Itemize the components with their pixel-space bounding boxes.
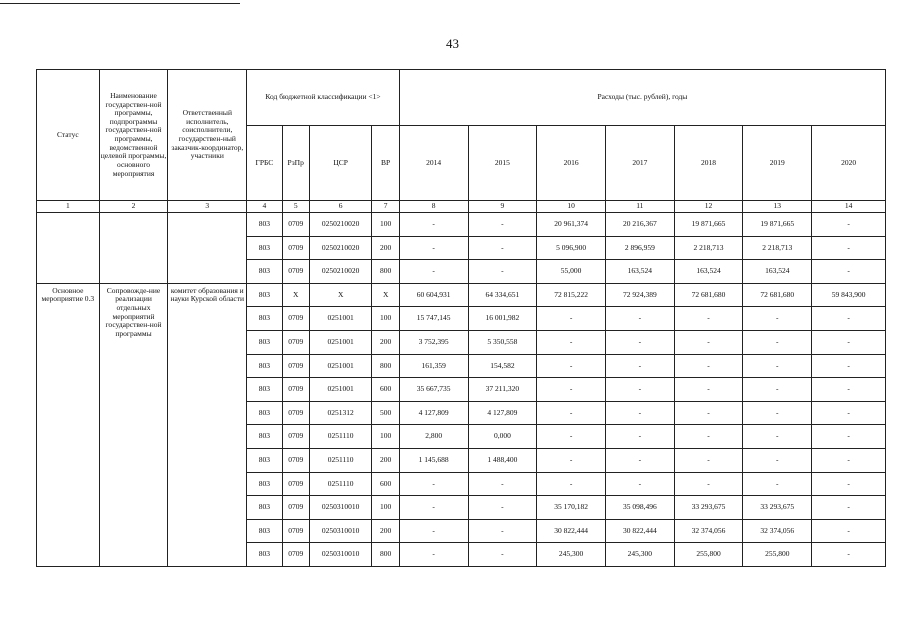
cell: 0250310010 bbox=[309, 519, 372, 543]
cell: 0709 bbox=[282, 472, 309, 496]
cell: 60 604,931 bbox=[399, 283, 468, 307]
cell: 245,300 bbox=[605, 543, 674, 567]
cell: - bbox=[743, 378, 812, 402]
cell: 35 170,182 bbox=[537, 496, 606, 520]
cell: - bbox=[812, 354, 886, 378]
cell: - bbox=[537, 307, 606, 331]
cell: - bbox=[399, 519, 468, 543]
cell: 32 374,056 bbox=[674, 519, 743, 543]
cell: 0709 bbox=[282, 401, 309, 425]
group-status-label: Основное мероприятие 0.3 bbox=[37, 283, 100, 566]
cell: - bbox=[743, 425, 812, 449]
cell: - bbox=[674, 401, 743, 425]
column-index: 3 bbox=[168, 201, 247, 213]
cell: 163,524 bbox=[605, 260, 674, 284]
cell: Х bbox=[309, 283, 372, 307]
column-index: 7 bbox=[372, 201, 399, 213]
cell: 0709 bbox=[282, 496, 309, 520]
cell: 35 667,735 bbox=[399, 378, 468, 402]
cell: 0251110 bbox=[309, 448, 372, 472]
cell: 0251110 bbox=[309, 472, 372, 496]
cell: - bbox=[399, 236, 468, 260]
cell: 19 871,665 bbox=[674, 213, 743, 237]
cell: - bbox=[537, 425, 606, 449]
cell: - bbox=[812, 519, 886, 543]
column-index: 11 bbox=[605, 201, 674, 213]
header-executor: Ответственный исполнитель, соисполнители, государствен-ный заказчик-координатор, участники bbox=[168, 70, 247, 201]
cell: - bbox=[812, 425, 886, 449]
cell: 100 bbox=[372, 496, 399, 520]
cell: 803 bbox=[247, 543, 282, 567]
empty-cell bbox=[168, 213, 247, 284]
cell: - bbox=[812, 401, 886, 425]
group-program-label: Сопровожде-ние реализации отдельных мероприятий государствен-ной программы bbox=[99, 283, 168, 566]
cell: - bbox=[812, 543, 886, 567]
cell: - bbox=[743, 472, 812, 496]
cell: 803 bbox=[247, 472, 282, 496]
cell: 55,000 bbox=[537, 260, 606, 284]
cell: 100 bbox=[372, 425, 399, 449]
cell: 20 216,367 bbox=[605, 213, 674, 237]
cell: 163,524 bbox=[743, 260, 812, 284]
header-vr: ВР bbox=[372, 126, 399, 201]
cell: Х bbox=[282, 283, 309, 307]
header-year: 2019 bbox=[743, 126, 812, 201]
cell: 0709 bbox=[282, 448, 309, 472]
cell: 5 096,900 bbox=[537, 236, 606, 260]
page-number: 43 bbox=[446, 36, 459, 51]
cell: 803 bbox=[247, 448, 282, 472]
cell: - bbox=[743, 401, 812, 425]
column-index: 9 bbox=[468, 201, 537, 213]
cell: 72 924,389 bbox=[605, 283, 674, 307]
cell: 803 bbox=[247, 401, 282, 425]
cell: - bbox=[537, 448, 606, 472]
cell: - bbox=[399, 496, 468, 520]
header-year: 2014 bbox=[399, 126, 468, 201]
cell: - bbox=[674, 354, 743, 378]
cell: 64 334,651 bbox=[468, 283, 537, 307]
cell: 32 374,056 bbox=[743, 519, 812, 543]
cell: 30 822,444 bbox=[605, 519, 674, 543]
cell: 200 bbox=[372, 448, 399, 472]
cell: 245,300 bbox=[537, 543, 606, 567]
cell: - bbox=[468, 213, 537, 237]
cell: 5 350,558 bbox=[468, 330, 537, 354]
cell: - bbox=[605, 307, 674, 331]
table-row bbox=[37, 283, 886, 307]
cell: 20 961,374 bbox=[537, 213, 606, 237]
cell: - bbox=[399, 472, 468, 496]
cell: - bbox=[399, 543, 468, 567]
cell: - bbox=[468, 236, 537, 260]
cell: 0709 bbox=[282, 307, 309, 331]
cell: 0709 bbox=[282, 330, 309, 354]
column-index-row bbox=[37, 201, 886, 213]
cell: - bbox=[812, 472, 886, 496]
cell: 100 bbox=[372, 213, 399, 237]
cell: 2 896,959 bbox=[605, 236, 674, 260]
header-year: 2020 bbox=[812, 126, 886, 201]
cell: 0709 bbox=[282, 543, 309, 567]
cell: 0251001 bbox=[309, 307, 372, 331]
column-index: 6 bbox=[309, 201, 372, 213]
cell: 0250310010 bbox=[309, 496, 372, 520]
cell: 4 127,809 bbox=[399, 401, 468, 425]
cell: 0251001 bbox=[309, 354, 372, 378]
cell: - bbox=[537, 401, 606, 425]
header-expenses: Расходы (тыс. рублей), годы bbox=[399, 70, 885, 126]
cell: 30 822,444 bbox=[537, 519, 606, 543]
column-index: 8 bbox=[399, 201, 468, 213]
cell: - bbox=[812, 378, 886, 402]
header-year: 2018 bbox=[674, 126, 743, 201]
header-grbs: ГРБС bbox=[247, 126, 282, 201]
cell: - bbox=[605, 401, 674, 425]
cell: 803 bbox=[247, 519, 282, 543]
cell: 255,800 bbox=[674, 543, 743, 567]
column-index: 1 bbox=[37, 201, 100, 213]
cell: 803 bbox=[247, 378, 282, 402]
cell: - bbox=[468, 472, 537, 496]
cell: - bbox=[812, 448, 886, 472]
cell: 500 bbox=[372, 401, 399, 425]
cell: 2 218,713 bbox=[674, 236, 743, 260]
table-row bbox=[37, 213, 886, 237]
cell: - bbox=[605, 354, 674, 378]
cell: - bbox=[399, 213, 468, 237]
cell: 0250210020 bbox=[309, 213, 372, 237]
cell: 803 bbox=[247, 213, 282, 237]
cell: - bbox=[468, 496, 537, 520]
cell: 800 bbox=[372, 354, 399, 378]
cell: 803 bbox=[247, 330, 282, 354]
cell: 3 752,395 bbox=[399, 330, 468, 354]
cell: - bbox=[537, 472, 606, 496]
cell: 0709 bbox=[282, 236, 309, 260]
header-year: 2015 bbox=[468, 126, 537, 201]
cell: 1 488,400 bbox=[468, 448, 537, 472]
cell: 72 681,680 bbox=[674, 283, 743, 307]
cell: - bbox=[399, 260, 468, 284]
cell: - bbox=[812, 330, 886, 354]
cell: 33 293,675 bbox=[674, 496, 743, 520]
cell: - bbox=[674, 378, 743, 402]
cell: 0250210020 bbox=[309, 260, 372, 284]
empty-cell bbox=[99, 213, 168, 284]
cell: - bbox=[468, 260, 537, 284]
cell: - bbox=[468, 543, 537, 567]
cell: 600 bbox=[372, 472, 399, 496]
cell: 0251001 bbox=[309, 330, 372, 354]
cell: 600 bbox=[372, 378, 399, 402]
cell: - bbox=[605, 330, 674, 354]
header-status: Статус bbox=[37, 70, 100, 201]
budget-table bbox=[36, 69, 886, 567]
cell: 0709 bbox=[282, 519, 309, 543]
cell: 255,800 bbox=[743, 543, 812, 567]
cell: 200 bbox=[372, 236, 399, 260]
cell: 4 127,809 bbox=[468, 401, 537, 425]
header-year: 2016 bbox=[537, 126, 606, 201]
cell: 803 bbox=[247, 354, 282, 378]
cell: 0709 bbox=[282, 354, 309, 378]
column-index: 14 bbox=[812, 201, 886, 213]
cell: 0709 bbox=[282, 378, 309, 402]
column-index: 10 bbox=[537, 201, 606, 213]
cell: 0250210020 bbox=[309, 236, 372, 260]
cell: - bbox=[605, 448, 674, 472]
cell: 72 815,222 bbox=[537, 283, 606, 307]
cell: 72 681,680 bbox=[743, 283, 812, 307]
cell: - bbox=[812, 307, 886, 331]
cell: 0251110 bbox=[309, 425, 372, 449]
cell: 803 bbox=[247, 236, 282, 260]
cell: - bbox=[674, 330, 743, 354]
cell: 800 bbox=[372, 543, 399, 567]
header-csr: ЦСР bbox=[309, 126, 372, 201]
cell: - bbox=[674, 307, 743, 331]
cell: 200 bbox=[372, 330, 399, 354]
cell: 803 bbox=[247, 260, 282, 284]
empty-cell bbox=[37, 213, 100, 284]
cell: Х bbox=[372, 283, 399, 307]
cell: 0250310010 bbox=[309, 543, 372, 567]
cell: 0709 bbox=[282, 213, 309, 237]
cell: 1 145,688 bbox=[399, 448, 468, 472]
cell: 33 293,675 bbox=[743, 496, 812, 520]
cell: - bbox=[674, 472, 743, 496]
header-program-name: Наименование государствен-ной программы, подпрограммы государствен-ной программы, ведомственной целевой программы, основного мероприятия bbox=[99, 70, 168, 201]
column-index: 5 bbox=[282, 201, 309, 213]
cell: - bbox=[537, 354, 606, 378]
cell: 19 871,665 bbox=[743, 213, 812, 237]
cell: 0,000 bbox=[468, 425, 537, 449]
cell: - bbox=[743, 307, 812, 331]
cell: 16 001,982 bbox=[468, 307, 537, 331]
cell: - bbox=[674, 448, 743, 472]
cell: - bbox=[605, 425, 674, 449]
column-index: 12 bbox=[674, 201, 743, 213]
cell: - bbox=[743, 354, 812, 378]
cell: 0709 bbox=[282, 425, 309, 449]
cell: 2 218,713 bbox=[743, 236, 812, 260]
cell: 0251312 bbox=[309, 401, 372, 425]
cell: 803 bbox=[247, 496, 282, 520]
cell: - bbox=[605, 378, 674, 402]
cell: 35 098,496 bbox=[605, 496, 674, 520]
cell: - bbox=[537, 330, 606, 354]
cell: 15 747,145 bbox=[399, 307, 468, 331]
header-year: 2017 bbox=[605, 126, 674, 201]
cell: 803 bbox=[247, 425, 282, 449]
cell: 0709 bbox=[282, 260, 309, 284]
cell: 803 bbox=[247, 307, 282, 331]
cell: - bbox=[812, 213, 886, 237]
cell: - bbox=[537, 378, 606, 402]
cell: 200 bbox=[372, 519, 399, 543]
cell: - bbox=[743, 330, 812, 354]
cell: - bbox=[743, 448, 812, 472]
cell: 59 843,900 bbox=[812, 283, 886, 307]
cell: - bbox=[468, 519, 537, 543]
cell: 0251001 bbox=[309, 378, 372, 402]
cell: 2,800 bbox=[399, 425, 468, 449]
cell: 37 211,320 bbox=[468, 378, 537, 402]
cell: 803 bbox=[247, 283, 282, 307]
group-executor-label: комитет образования и науки Курской области bbox=[168, 283, 247, 566]
cell: - bbox=[605, 472, 674, 496]
cell: 154,582 bbox=[468, 354, 537, 378]
cell: - bbox=[812, 236, 886, 260]
cell: - bbox=[812, 260, 886, 284]
cell: - bbox=[812, 496, 886, 520]
top-rule bbox=[0, 3, 240, 4]
cell: 161,359 bbox=[399, 354, 468, 378]
cell: 100 bbox=[372, 307, 399, 331]
column-index: 4 bbox=[247, 201, 282, 213]
column-index: 13 bbox=[743, 201, 812, 213]
cell: 800 bbox=[372, 260, 399, 284]
column-index: 2 bbox=[99, 201, 168, 213]
cell: 163,524 bbox=[674, 260, 743, 284]
header-budget-code: Код бюджетной классификации <1> bbox=[247, 70, 400, 126]
cell: - bbox=[674, 425, 743, 449]
header-rzpr: РзПр bbox=[282, 126, 309, 201]
